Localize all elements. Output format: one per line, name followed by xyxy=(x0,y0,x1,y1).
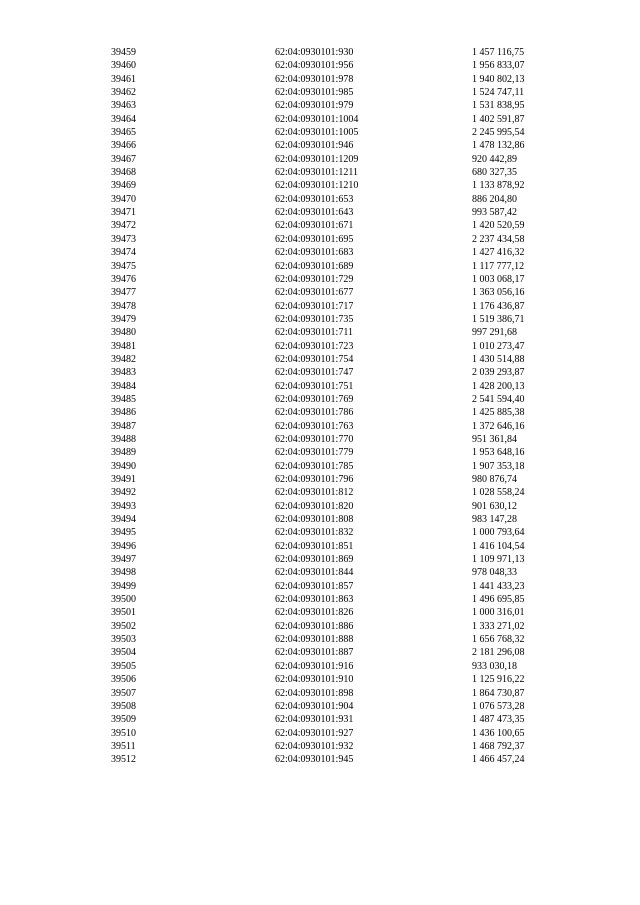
table-row xyxy=(111,420,551,433)
cadastral-number: 62:04:0930101:1004 xyxy=(275,113,359,125)
cadastral-number: 62:04:0930101:754 xyxy=(275,353,354,365)
row-number: 39481 xyxy=(111,340,136,352)
cadastral-number: 62:04:0930101:979 xyxy=(275,100,354,112)
cadastral-value: 1 478 132,86 xyxy=(472,140,525,152)
cadastral-number: 62:04:0930101:812 xyxy=(275,487,354,499)
row-number: 39467 xyxy=(111,153,136,165)
cadastral-number: 62:04:0930101:763 xyxy=(275,420,354,432)
row-number: 39496 xyxy=(111,540,136,552)
cadastral-value: 1 109 971,13 xyxy=(472,554,525,566)
cadastral-number: 62:04:0930101:689 xyxy=(275,260,354,272)
row-number: 39492 xyxy=(111,487,136,499)
table-row xyxy=(111,406,551,419)
row-number: 39482 xyxy=(111,353,136,365)
table-row xyxy=(111,113,551,126)
cadastral-number: 62:04:0930101:683 xyxy=(275,247,354,259)
table-row xyxy=(111,740,551,753)
table-row xyxy=(111,206,551,219)
table-row xyxy=(111,687,551,700)
cadastral-value: 1 363 056,16 xyxy=(472,287,525,299)
cadastral-value: 901 630,12 xyxy=(472,500,517,512)
cadastral-number: 62:04:0930101:786 xyxy=(275,407,354,419)
cadastral-value: 2 039 293,87 xyxy=(472,367,525,379)
table-row xyxy=(111,260,551,273)
cadastral-number: 62:04:0930101:779 xyxy=(275,447,354,459)
row-number: 39484 xyxy=(111,380,136,392)
cadastral-value: 2 237 434,58 xyxy=(472,233,525,245)
cadastral-value: 997 291,68 xyxy=(472,327,517,339)
cadastral-number: 62:04:0930101:904 xyxy=(275,700,354,712)
row-number: 39510 xyxy=(111,727,136,739)
cadastral-value: 1 416 104,54 xyxy=(472,540,525,552)
cadastral-value: 1 425 885,38 xyxy=(472,407,525,419)
table-row xyxy=(111,59,551,72)
row-number: 39463 xyxy=(111,100,136,112)
row-number: 39460 xyxy=(111,60,136,72)
row-number: 39476 xyxy=(111,273,136,285)
cadastral-number: 62:04:0930101:729 xyxy=(275,273,354,285)
table-row xyxy=(111,606,551,619)
cadastral-number: 62:04:0930101:735 xyxy=(275,313,354,325)
cadastral-value: 1 940 802,13 xyxy=(472,73,525,85)
cadastral-value-table xyxy=(111,46,551,767)
row-number: 39504 xyxy=(111,647,136,659)
table-row xyxy=(111,179,551,192)
cadastral-value: 1 496 695,85 xyxy=(472,594,525,606)
row-number: 39497 xyxy=(111,554,136,566)
cadastral-value: 1 531 838,95 xyxy=(472,100,525,112)
table-row xyxy=(111,313,551,326)
cadastral-number: 62:04:0930101:711 xyxy=(275,327,353,339)
cadastral-value: 1 441 433,23 xyxy=(472,580,525,592)
cadastral-number: 62:04:0930101:888 xyxy=(275,634,354,646)
table-row xyxy=(111,193,551,206)
cadastral-value: 1 436 100,65 xyxy=(472,727,525,739)
table-row xyxy=(111,593,551,606)
table-row xyxy=(111,446,551,459)
row-number: 39505 xyxy=(111,660,136,672)
cadastral-value: 1 656 768,32 xyxy=(472,634,525,646)
table-row xyxy=(111,246,551,259)
cadastral-value: 1 457 116,75 xyxy=(472,47,525,58)
row-number: 39475 xyxy=(111,260,136,272)
cadastral-value: 1 864 730,87 xyxy=(472,687,525,699)
cadastral-value: 2 245 995,54 xyxy=(472,127,525,139)
cadastral-value: 1 003 068,17 xyxy=(472,273,525,285)
cadastral-value: 1 953 648,16 xyxy=(472,447,525,459)
cadastral-number: 62:04:0930101:820 xyxy=(275,500,354,512)
table-row xyxy=(111,486,551,499)
cadastral-value: 680 327,35 xyxy=(472,167,517,179)
cadastral-number: 62:04:0930101:898 xyxy=(275,687,354,699)
cadastral-number: 62:04:0930101:769 xyxy=(275,393,354,405)
cadastral-value: 2 181 296,08 xyxy=(472,647,525,659)
cadastral-number: 62:04:0930101:851 xyxy=(275,540,354,552)
cadastral-value: 1 125 916,22 xyxy=(472,674,525,686)
table-row xyxy=(111,460,551,473)
table-row xyxy=(111,513,551,526)
cadastral-number: 62:04:0930101:751 xyxy=(275,380,354,392)
cadastral-number: 62:04:0930101:946 xyxy=(275,140,354,152)
cadastral-value: 1 468 792,37 xyxy=(472,740,525,752)
row-number: 39466 xyxy=(111,140,136,152)
cadastral-value: 1 420 520,59 xyxy=(472,220,525,232)
table-row xyxy=(111,660,551,673)
cadastral-number: 62:04:0930101:770 xyxy=(275,433,354,445)
cadastral-number: 62:04:0930101:723 xyxy=(275,340,354,352)
row-number: 39465 xyxy=(111,127,136,139)
cadastral-number: 62:04:0930101:747 xyxy=(275,367,354,379)
table-row xyxy=(111,553,551,566)
cadastral-value: 980 876,74 xyxy=(472,474,517,485)
table-row xyxy=(111,393,551,406)
cadastral-value: 1 010 273,47 xyxy=(472,340,525,352)
cadastral-number: 62:04:0930101:887 xyxy=(275,647,354,659)
cadastral-number: 62:04:0930101:808 xyxy=(275,514,354,526)
cadastral-value: 1 176 436,87 xyxy=(472,300,525,312)
cadastral-number: 62:04:0930101:886 xyxy=(275,620,354,632)
cadastral-number: 62:04:0930101:1209 xyxy=(275,153,359,165)
row-number: 39459 xyxy=(111,47,136,58)
cadastral-number: 62:04:0930101:717 xyxy=(275,300,354,312)
row-number: 39488 xyxy=(111,433,136,445)
row-number: 39499 xyxy=(111,580,136,592)
table-row xyxy=(111,646,551,659)
cadastral-value: 933 030,18 xyxy=(472,660,517,672)
cadastral-value: 1 956 833,07 xyxy=(472,60,525,72)
cadastral-number: 62:04:0930101:677 xyxy=(275,287,354,299)
cadastral-number: 62:04:0930101:985 xyxy=(275,87,354,99)
table-row xyxy=(111,273,551,286)
cadastral-value: 1 076 573,28 xyxy=(472,700,525,712)
row-number: 39507 xyxy=(111,687,136,699)
row-number: 39490 xyxy=(111,460,136,472)
row-number: 39501 xyxy=(111,607,136,619)
cadastral-value: 993 587,42 xyxy=(472,207,517,219)
table-row xyxy=(111,380,551,393)
cadastral-number: 62:04:0930101:785 xyxy=(275,460,354,472)
cadastral-value: 983 147,28 xyxy=(472,514,517,526)
cadastral-value: 1 466 457,24 xyxy=(472,754,525,766)
table-row xyxy=(111,286,551,299)
row-number: 39508 xyxy=(111,700,136,712)
row-number: 39464 xyxy=(111,113,136,125)
table-row xyxy=(111,86,551,99)
cadastral-number: 62:04:0930101:927 xyxy=(275,727,354,739)
cadastral-value: 951 361,84 xyxy=(472,433,517,445)
cadastral-number: 62:04:0930101:930 xyxy=(275,47,354,58)
cadastral-value: 1 000 793,64 xyxy=(472,527,525,539)
cadastral-number: 62:04:0930101:931 xyxy=(275,714,354,726)
table-row xyxy=(111,633,551,646)
row-number: 39478 xyxy=(111,300,136,312)
cadastral-value: 1 487 473,35 xyxy=(472,714,525,726)
cadastral-value: 2 541 594,40 xyxy=(472,393,525,405)
cadastral-number: 62:04:0930101:857 xyxy=(275,580,354,592)
cadastral-number: 62:04:0930101:1210 xyxy=(275,180,359,192)
table-row xyxy=(111,673,551,686)
cadastral-value: 1 427 416,32 xyxy=(472,247,525,259)
table-row xyxy=(111,46,551,59)
cadastral-number: 62:04:0930101:643 xyxy=(275,207,354,219)
table-row xyxy=(111,126,551,139)
cadastral-value: 1 028 558,24 xyxy=(472,487,525,499)
row-number: 39495 xyxy=(111,527,136,539)
cadastral-value: 1 333 271,02 xyxy=(472,620,525,632)
cadastral-value: 1 133 878,92 xyxy=(472,180,525,192)
table-row xyxy=(111,353,551,366)
table-row xyxy=(111,73,551,86)
row-number: 39498 xyxy=(111,567,136,579)
cadastral-number: 62:04:0930101:869 xyxy=(275,554,354,566)
row-number: 39509 xyxy=(111,714,136,726)
row-number: 39500 xyxy=(111,594,136,606)
cadastral-value: 1 372 646,16 xyxy=(472,420,525,432)
table-row xyxy=(111,700,551,713)
row-number: 39469 xyxy=(111,180,136,192)
cadastral-number: 62:04:0930101:1211 xyxy=(275,167,358,179)
cadastral-number: 62:04:0930101:671 xyxy=(275,220,354,232)
cadastral-value: 1 519 386,71 xyxy=(472,313,525,325)
table-row xyxy=(111,166,551,179)
row-number: 39502 xyxy=(111,620,136,632)
cadastral-value: 1 117 777,12 xyxy=(472,260,525,272)
row-number: 39489 xyxy=(111,447,136,459)
row-number: 39473 xyxy=(111,233,136,245)
table-row xyxy=(111,340,551,353)
cadastral-number: 62:04:0930101:863 xyxy=(275,594,354,606)
table-row xyxy=(111,580,551,593)
table-row xyxy=(111,473,551,486)
table-row xyxy=(111,727,551,740)
cadastral-value: 886 204,80 xyxy=(472,193,517,205)
row-number: 39511 xyxy=(111,740,136,752)
cadastral-value: 978 048,33 xyxy=(472,567,517,579)
row-number: 39503 xyxy=(111,634,136,646)
cadastral-number: 62:04:0930101:844 xyxy=(275,567,354,579)
row-number: 39493 xyxy=(111,500,136,512)
table-row xyxy=(111,366,551,379)
table-row xyxy=(111,99,551,112)
cadastral-number: 62:04:0930101:695 xyxy=(275,233,354,245)
cadastral-number: 62:04:0930101:653 xyxy=(275,193,354,205)
table-row xyxy=(111,233,551,246)
table-row xyxy=(111,620,551,633)
row-number: 39479 xyxy=(111,313,136,325)
table-row xyxy=(111,139,551,152)
row-number: 39461 xyxy=(111,73,136,85)
table-row xyxy=(111,326,551,339)
cadastral-number: 62:04:0930101:932 xyxy=(275,740,354,752)
table-row xyxy=(111,566,551,579)
cadastral-number: 62:04:0930101:956 xyxy=(275,60,354,72)
row-number: 39480 xyxy=(111,327,136,339)
row-number: 39474 xyxy=(111,247,136,259)
cadastral-value: 1 428 200,13 xyxy=(472,380,525,392)
table-row xyxy=(111,713,551,726)
table-row xyxy=(111,526,551,539)
table-row xyxy=(111,433,551,446)
table-row xyxy=(111,753,551,766)
cadastral-number: 62:04:0930101:832 xyxy=(275,527,354,539)
row-number: 39487 xyxy=(111,420,136,432)
cadastral-value: 1 524 747,11 xyxy=(472,87,525,99)
row-number: 39483 xyxy=(111,367,136,379)
row-number: 39468 xyxy=(111,167,136,179)
row-number: 39485 xyxy=(111,393,136,405)
row-number: 39486 xyxy=(111,407,136,419)
cadastral-value: 1 402 591,87 xyxy=(472,113,525,125)
cadastral-value: 1 907 353,18 xyxy=(472,460,525,472)
row-number: 39472 xyxy=(111,220,136,232)
table-row xyxy=(111,219,551,232)
row-number: 39477 xyxy=(111,287,136,299)
row-number: 39462 xyxy=(111,87,136,99)
table-row xyxy=(111,300,551,313)
row-number: 39491 xyxy=(111,474,136,485)
cadastral-number: 62:04:0930101:910 xyxy=(275,674,354,686)
cadastral-number: 62:04:0930101:916 xyxy=(275,660,354,672)
cadastral-number: 62:04:0930101:1005 xyxy=(275,127,359,139)
row-number: 39506 xyxy=(111,674,136,686)
table-row xyxy=(111,540,551,553)
cadastral-value: 1 000 316,01 xyxy=(472,607,525,619)
cadastral-value: 920 442,89 xyxy=(472,153,517,165)
row-number: 39470 xyxy=(111,193,136,205)
cadastral-number: 62:04:0930101:978 xyxy=(275,73,354,85)
table-row xyxy=(111,500,551,513)
row-number: 39471 xyxy=(111,207,136,219)
cadastral-number: 62:04:0930101:945 xyxy=(275,754,354,766)
cadastral-number: 62:04:0930101:826 xyxy=(275,607,354,619)
row-number: 39512 xyxy=(111,754,136,766)
row-number: 39494 xyxy=(111,514,136,526)
table-row xyxy=(111,153,551,166)
cadastral-number: 62:04:0930101:796 xyxy=(275,474,354,485)
cadastral-value: 1 430 514,88 xyxy=(472,353,525,365)
